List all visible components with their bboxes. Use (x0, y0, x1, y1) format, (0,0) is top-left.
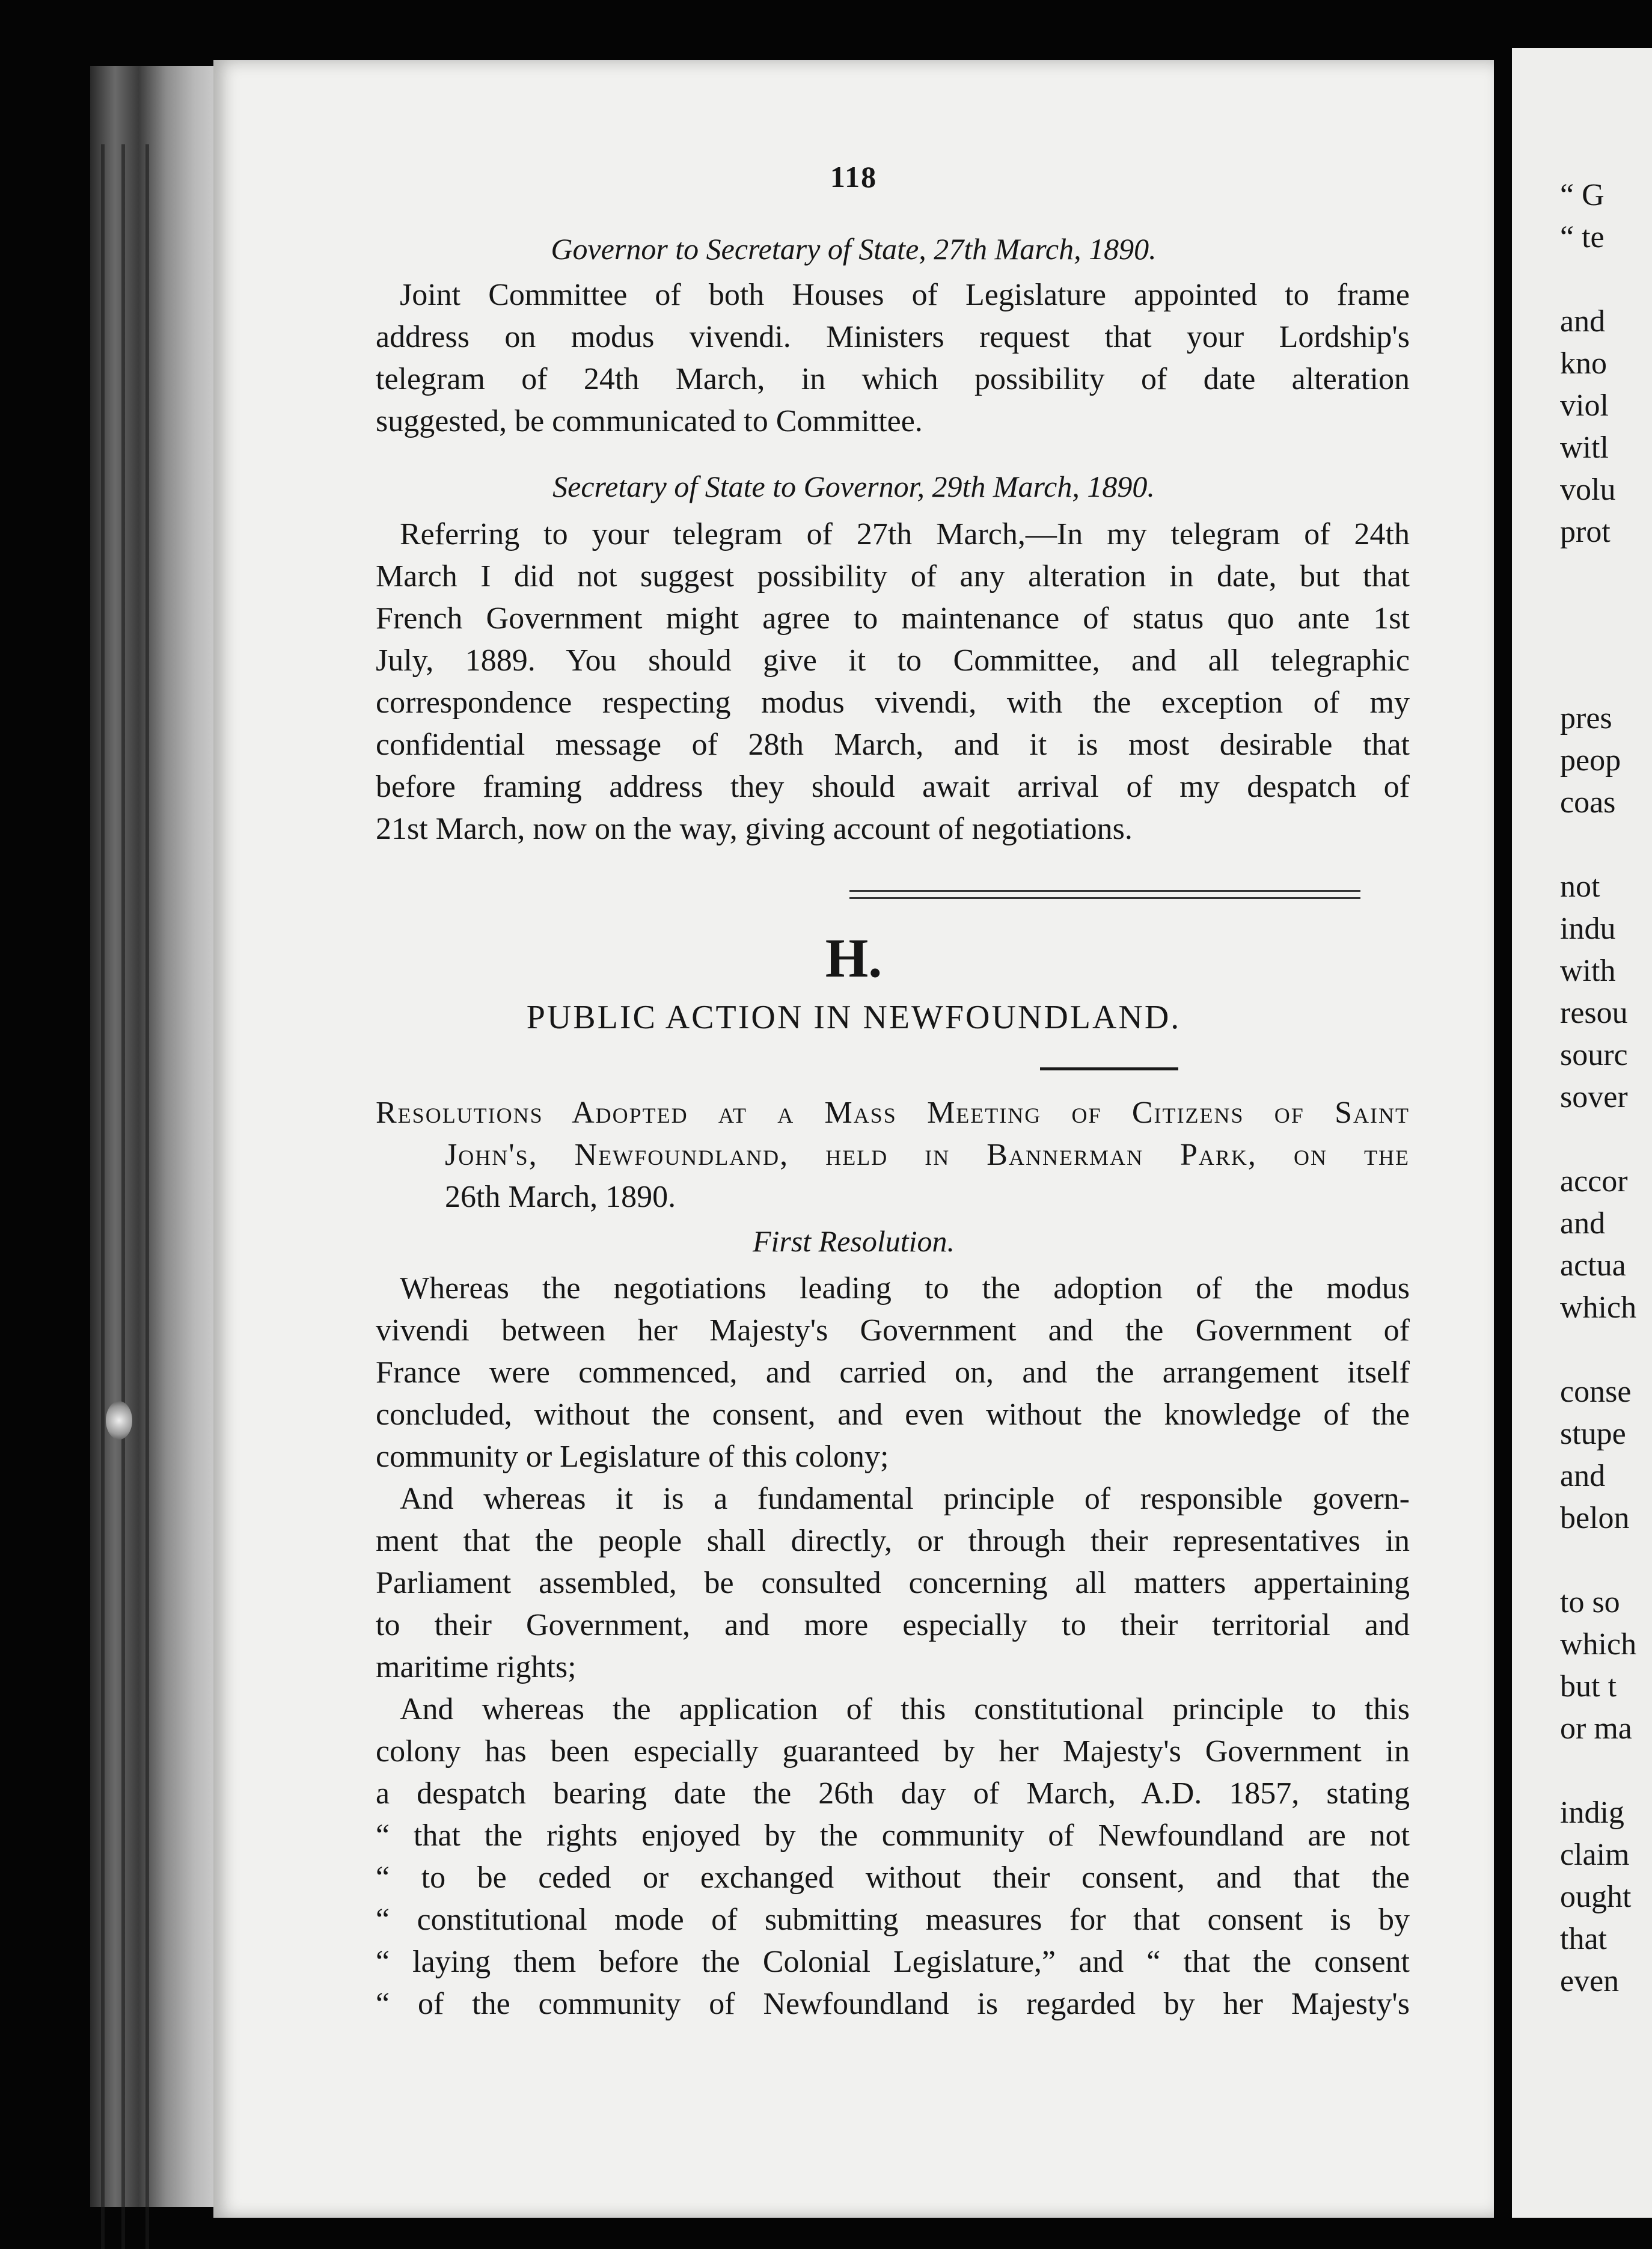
facing-fragment: with (1560, 954, 1616, 988)
letter1-line: address on modus vivendi. Ministers request that your Lordship's (376, 320, 1410, 354)
facing-fragment: sover (1560, 1080, 1628, 1114)
letter1-line: telegram of 24th March, in which possibility of date alteration (376, 362, 1410, 396)
letter2-line: Referring to your telegram of 27th March,—In my telegram of 24th (400, 517, 1410, 551)
letter2-line: before framing address they should await arrival of my despatch of (376, 770, 1410, 804)
facing-fragment: to so (1560, 1585, 1620, 1619)
resolution-line: “ that the rights enjoyed by the community of Newfoundland are not (376, 1818, 1410, 1853)
facing-fragment: claim (1560, 1838, 1630, 1872)
page-number: 118 (830, 160, 878, 194)
facing-fragment: and (1560, 304, 1606, 339)
facing-fragment: viol (1560, 388, 1609, 423)
resolution-line: concluded, without the consent, and even without the knowledge of the (376, 1398, 1410, 1432)
facing-fragment: belon (1560, 1501, 1630, 1535)
letter1-line: Joint Committee of both Houses of Legislature appointed to frame (400, 278, 1410, 312)
resolution-line: vivendi between her Majesty's Government and the Government of (376, 1313, 1410, 1348)
facing-fragment: or ma (1560, 1711, 1632, 1746)
letter2-line: confidential message of 28th March, and it is most desirable that (376, 728, 1410, 762)
resolution-subheading: First Resolution. (752, 1224, 955, 1258)
section-letter: H. (825, 927, 883, 989)
resolution-line: ment that the people shall directly, or through their representatives in (376, 1524, 1410, 1558)
facing-fragment: and (1560, 1206, 1606, 1241)
resolution-line: Whereas the negotiations leading to the adoption of the modus (400, 1271, 1410, 1306)
facing-fragment: indig (1560, 1796, 1624, 1830)
resolutions-heading: 26th March, 1890. (445, 1180, 676, 1214)
letter1-line: suggested, be communicated to Committee. (376, 404, 923, 438)
resolution-line: “ laying them before the Colonial Legislature,” and “ that the consent (376, 1945, 1410, 1979)
facing-fragment: indu (1560, 912, 1616, 946)
resolution-line: And whereas it is a fundamental principle of responsible govern- (400, 1482, 1410, 1516)
facing-fragment: witl (1560, 431, 1609, 465)
facing-fragment: stupe (1560, 1417, 1626, 1451)
double-rule-top (849, 890, 1360, 892)
letter2-line: March I did not suggest possibility of any alteration in date, but that (376, 559, 1410, 594)
facing-fragment: which (1560, 1627, 1637, 1661)
letter2-line: 21st March, now on the way, giving account of negotiations. (376, 812, 1133, 846)
double-rule-bottom (849, 897, 1360, 899)
facing-fragment: “ te (1560, 220, 1605, 254)
resolution-line: And whereas the application of this constitutional principle to this (400, 1692, 1410, 1726)
resolution-line: maritime rights; (376, 1650, 577, 1684)
facing-fragment: not (1560, 870, 1600, 904)
resolution-line: colony has been especially guaranteed by her Majesty's Government in (376, 1734, 1410, 1769)
facing-fragment: resou (1560, 996, 1628, 1030)
facing-fragment: that (1560, 1922, 1607, 1956)
facing-fragment: accor (1560, 1164, 1628, 1198)
facing-fragment: ought (1560, 1880, 1632, 1914)
resolution-line: Parliament assembled, be consulted concerning all matters appertaining (376, 1566, 1410, 1600)
facing-fragment: conse (1560, 1375, 1632, 1409)
resolution-line: France were commenced, and carried on, and the arrangement itself (376, 1355, 1410, 1390)
facing-fragment: and (1560, 1459, 1606, 1493)
letter2-line: July, 1889. You should give it to Committee, and all telegraphic (376, 643, 1410, 678)
facing-fragment: peop (1560, 743, 1621, 778)
resolution-line: “ constitutional mode of submitting measures for that consent is by (376, 1903, 1410, 1937)
spine-streak (101, 144, 105, 2249)
resolution-line: to their Government, and more especially to their territorial and (376, 1608, 1410, 1642)
facing-fragment: even (1560, 1964, 1620, 1998)
binding-hole (106, 1401, 132, 1440)
letter2-heading: Secretary of State to Governor, 29th March, 1890. (552, 470, 1155, 503)
facing-fragment: kno (1560, 346, 1607, 381)
resolution-line: community or Legislature of this colony; (376, 1440, 889, 1474)
letter2-line: correspondence respecting modus vivendi, with the exception of my (376, 686, 1410, 720)
book-spine (90, 66, 228, 2207)
facing-fragment: sourc (1560, 1038, 1628, 1072)
facing-fragment: actua (1560, 1248, 1626, 1283)
facing-fragment: which (1560, 1290, 1637, 1325)
section-rule (1040, 1067, 1178, 1070)
letter1-heading: Governor to Secretary of State, 27th March, 1890. (551, 232, 1157, 266)
resolution-line: a despatch bearing date the 26th day of March, A.D. 1857, stating (376, 1776, 1410, 1811)
resolutions-heading: Resolutions Adopted at a Mass Meeting of Citizens of Saint (376, 1096, 1410, 1130)
facing-fragment: coas (1560, 785, 1616, 820)
facing-fragment: “ G (1560, 178, 1605, 212)
facing-fragment: volu (1560, 473, 1616, 507)
letter2-line: French Government might agree to maintenance of status quo ante 1st (376, 601, 1410, 636)
spine-streak (121, 144, 125, 2249)
resolutions-heading: John's, Newfoundland, held in Bannerman Park, on the (445, 1138, 1410, 1172)
resolution-line: “ to be ceded or exchanged without their consent, and that the (376, 1861, 1410, 1895)
resolution-line: “ of the community of Newfoundland is regarded by her Majesty's (376, 1987, 1410, 2021)
facing-fragment: pres (1560, 701, 1612, 735)
document-page (213, 60, 1494, 2218)
facing-page (1512, 48, 1652, 2218)
section-title: PUBLIC ACTION IN NEWFOUNDLAND. (526, 999, 1181, 1036)
spine-streak (145, 144, 149, 2249)
facing-fragment: prot (1560, 515, 1611, 549)
facing-fragment: but t (1560, 1669, 1617, 1704)
